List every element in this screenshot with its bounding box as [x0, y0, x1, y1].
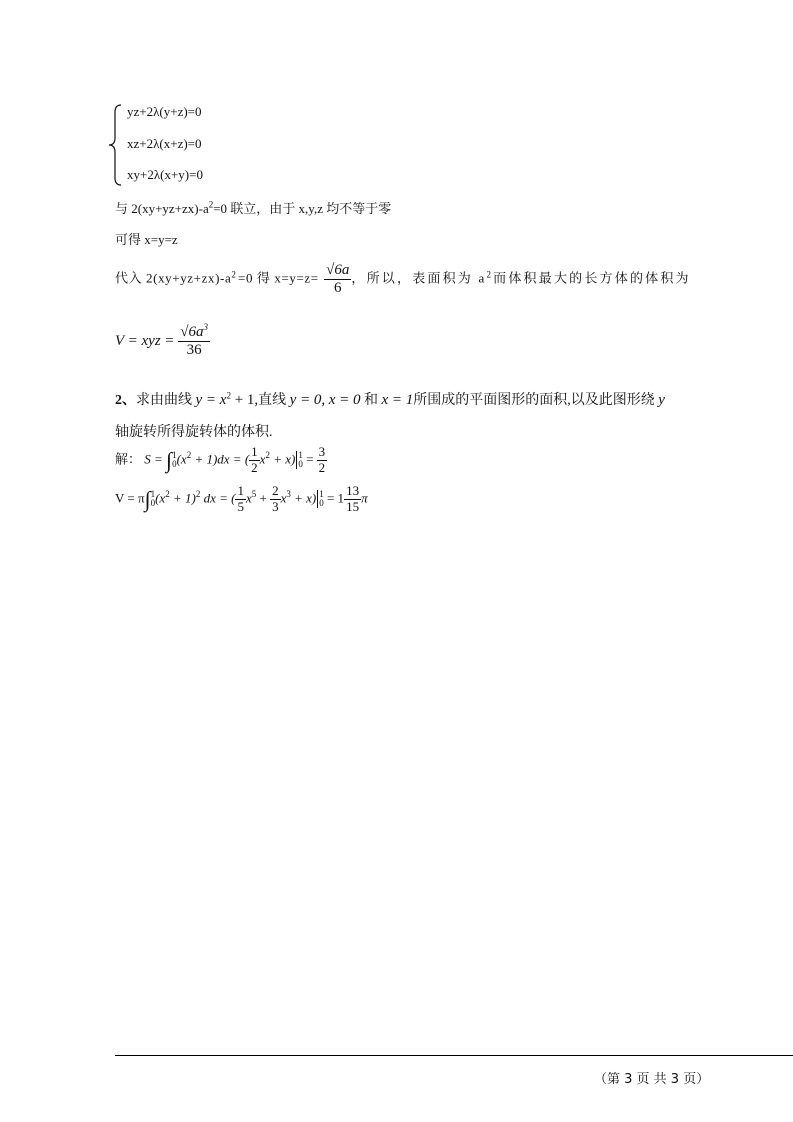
evaluation-bar [317, 490, 318, 508]
system-eq-3: xy+2λ(x+y)=0 [127, 167, 203, 182]
line-obtain: 可得 x=y=z [115, 232, 178, 247]
solution-volume: V = π∫ 1 0 $(x^2 + 1)^2$ dx = ( $\frac{1}{5}$ $x^5$ + $\frac{2}{3}$ $x^3 + x$) 1 0 = 1 $\frac{13}{15}$ π [115, 483, 368, 514]
volume-formula: V = xyz = $\frac{√6a^3}{36}$ [115, 322, 209, 359]
line-combine: 与 $2(xy+yz+zx)-a^2=0$ 联立，由于 x,y,z 均不等于零 [115, 199, 392, 216]
problem-2-line-1: 2、求由曲线 $y = x^2 + 1$,直线 y = 0, x = 0 和 x = 1所围成的平面图形的面积,以及此图形绕 y [115, 390, 665, 408]
footer-divider [115, 1055, 793, 1056]
system-eq-2: xz+2λ(x+z)=0 [127, 136, 202, 151]
substitute-fraction: $\frac{√6a}{6}$ [326, 262, 350, 297]
line-substitute: 代入 $2(xy+yz+zx)-a^2=0$ 得 x=y=z= $\frac{√6a}{6}$ ，所以，表面积为 $a^2$而体积最大的长方体的体积为 [115, 262, 691, 297]
solution-area: 解： S = ∫ 1 0 $(x^2 + 1)dx$ = ( $\frac{1}{2}$ $x^2 + x$) 1 0 = $\frac{3}{2}$ [115, 444, 326, 475]
integral-sign: ∫ [144, 486, 151, 512]
volume-fraction: $\frac{√6a^3}{36}$ [180, 322, 209, 359]
integral-sign: ∫ [166, 447, 173, 473]
problem-2-line-2: 轴旋转所得旋转体的体积. [115, 425, 273, 440]
system-eq-1: yz+2λ(y+z)=0 [127, 104, 202, 119]
evaluation-bar [296, 451, 297, 469]
page-footer: （第 3 页 共 3 页） [594, 1072, 710, 1087]
system-brace [108, 104, 122, 186]
